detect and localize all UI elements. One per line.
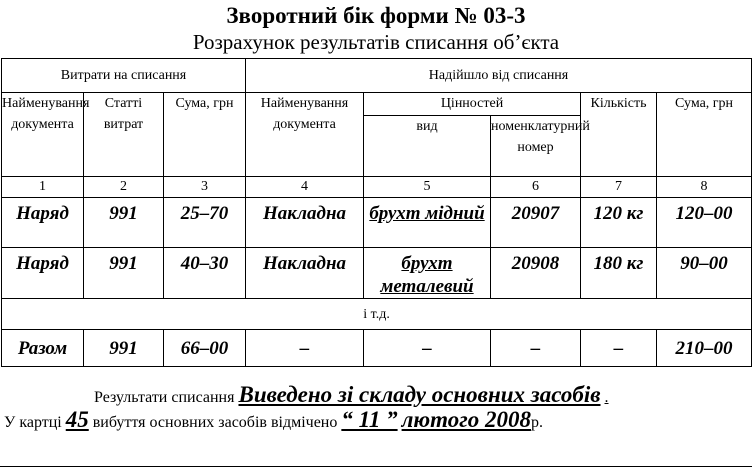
etc-row: і т.д.: [2, 299, 752, 330]
col-header-values: Цінностей: [364, 93, 581, 116]
cell-doc: Наряд: [2, 248, 84, 299]
total-sum: 66–00: [164, 330, 246, 367]
col-header-sum: Сума, грн: [164, 93, 246, 177]
cell-sum-2: 120–00: [657, 198, 752, 248]
cell-nomenclature: 20908: [491, 248, 581, 299]
col-header-kind: вид: [364, 116, 491, 177]
cell-doc-2: Накладна: [246, 198, 364, 248]
date-day: “ 11 ”: [341, 407, 398, 432]
cell-quantity: 180 кг: [581, 248, 657, 299]
col-number: 8: [657, 177, 752, 198]
table-row: [2, 248, 752, 299]
card-prefix: У картці: [4, 414, 62, 431]
cell-quantity: 120 кг: [581, 198, 657, 248]
card-middle: вибуття основних засобів відмічено: [92, 414, 338, 431]
col-number: 2: [84, 177, 164, 198]
group-header-received: Надійшло від списання: [246, 59, 752, 93]
form-title: Зворотний бік форми № 03-3: [226, 3, 526, 28]
total-row: [2, 330, 752, 367]
cell-sum: 25–70: [164, 198, 246, 248]
card-number: 45: [65, 407, 89, 432]
total-sum-2: 210–00: [657, 330, 752, 367]
total-dash: –: [491, 330, 581, 367]
cell-cost-item: 991: [84, 198, 164, 248]
col-header-quantity: Кількість: [581, 93, 657, 177]
col-number: 4: [246, 177, 364, 198]
col-header-sum-2: Сума, грн: [657, 93, 752, 177]
result-end: .: [604, 389, 609, 406]
cell-cost-item: 991: [84, 248, 164, 299]
result-line: [94, 384, 609, 409]
group-header-costs: Витрати на списання: [2, 59, 246, 93]
col-number: 1: [2, 177, 84, 198]
cell-nomenclature: 20907: [491, 198, 581, 248]
col-header-cost-items: Статті витрат: [84, 93, 164, 177]
cell-sum-2: 90–00: [657, 248, 752, 299]
date-suffix: р.: [531, 414, 544, 431]
cell-sum: 40–30: [164, 248, 246, 299]
date-month-year: лютого 2008: [401, 407, 532, 432]
cell-doc: Наряд: [2, 198, 84, 248]
cell-doc-2: Накладна: [246, 248, 364, 299]
col-header-doc-name-2: Найменування документа: [246, 93, 364, 177]
cell-kind: [364, 248, 491, 299]
total-dash: –: [581, 330, 657, 367]
col-number: 7: [581, 177, 657, 198]
col-header-nomenclature: номенклатурний номер: [491, 116, 581, 177]
total-dash: –: [246, 330, 364, 367]
cell-kind-text: брухт мідний: [369, 203, 485, 224]
col-number: 5: [364, 177, 491, 198]
cell-kind: [364, 198, 491, 248]
col-header-doc-name: Найменування документа: [2, 93, 84, 177]
form-subtitle: Розрахунок результатів списання об’єкта: [192, 30, 560, 54]
total-label: Разом: [2, 330, 84, 367]
cell-kind-text: брухт металевий: [380, 253, 474, 297]
result-label: Результати списання: [94, 389, 235, 406]
total-cost-item: 991: [84, 330, 164, 367]
write-off-table: [1, 58, 752, 367]
table-row: [2, 198, 752, 248]
col-number: 6: [491, 177, 581, 198]
total-dash: –: [364, 330, 491, 367]
result-value: Виведено зі складу основних засобів: [238, 382, 601, 407]
bottom-divider: [0, 466, 752, 467]
col-number: 3: [164, 177, 246, 198]
card-line: [4, 409, 543, 434]
